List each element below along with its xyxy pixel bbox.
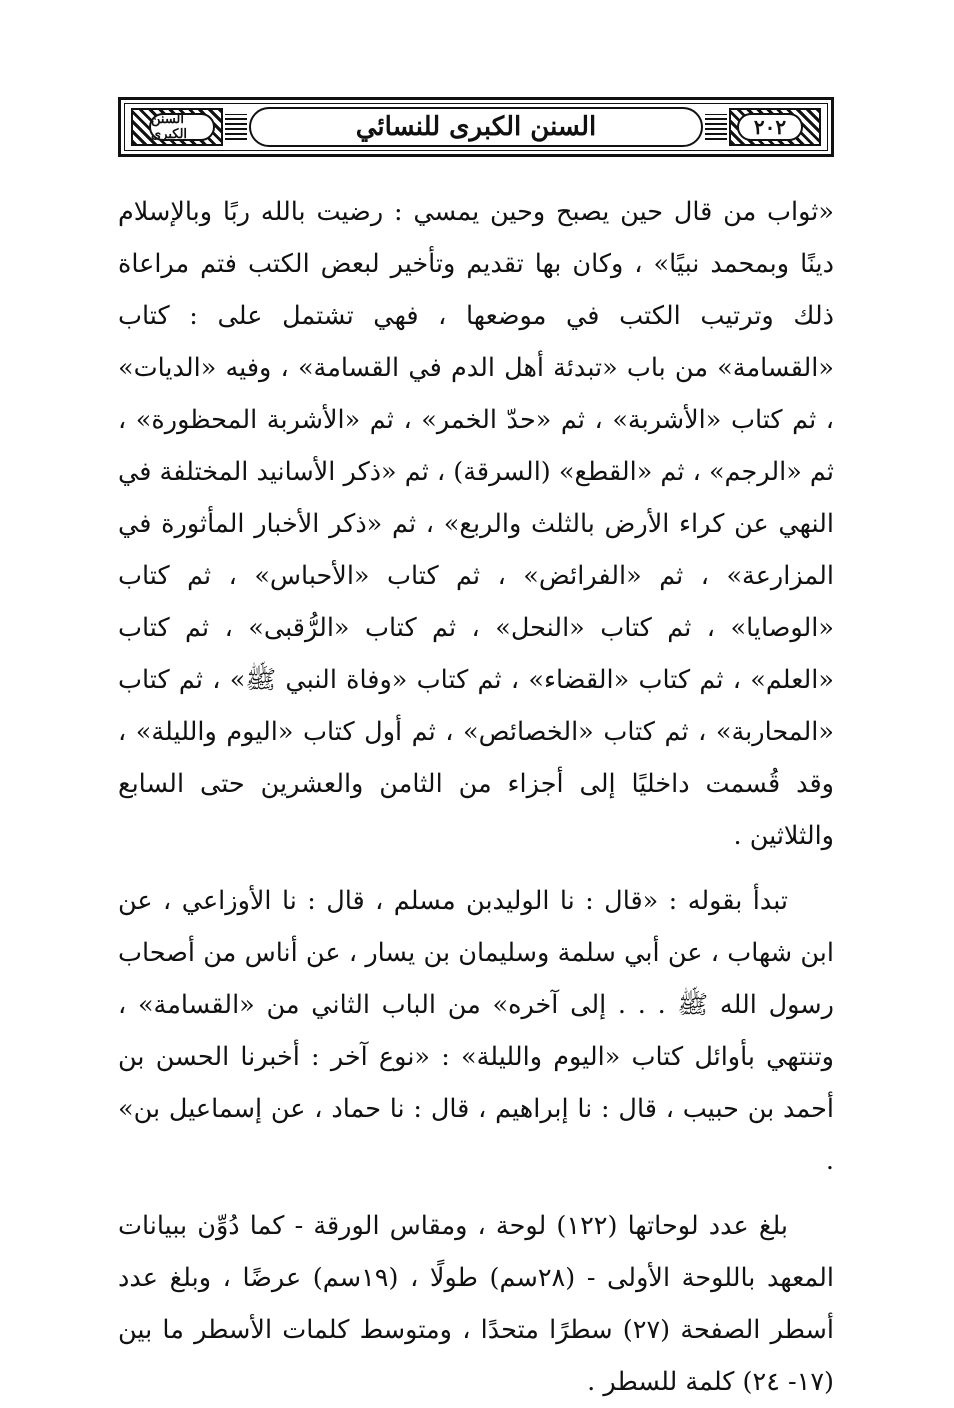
ornament-hatch-left: [225, 114, 247, 140]
page-number-ornament: [729, 108, 821, 146]
paragraph-1: «ثواب من قال حين يصبح وحين يمسي : رضيت بالله ربًا وبالإسلام دينًا وبمحمد نبيًا» ، وكان بها تقديم وتأخير لبعض الكتب فتم مراعاة ذلك وترتيب الكتب في موضعها ، فهي تشتمل على : كتاب «القسامة» من باب «تبدئة أهل الدم في القسامة» ، وفيه «الديات» ، ثم كتاب «الأشربة» ، ثم «حدّ الخمر» ، ثم «الأشربة المحظورة» ، ثم «الرجم» ، ثم «القطع» (السرقة) ، ثم «ذكر الأسانيد المختلفة في النهي عن كراء الأرض بالثلث والربع» ، ثم «ذكر الأخبار المأثورة في المزارعة» ، ثم «الفرائض» ، ثم كتاب «الأحباس» ، ثم كتاب «الوصايا» ، ثم كتاب «النحل» ، ثم كتاب «الرُّقبى» ، ثم كتاب «العلم» ، ثم كتاب «القضاء» ، ثم كتاب «وفاة النبي ﷺ» ، ثم كتاب «المحاربة» ، ثم كتاب «الخصائص» ، ثم أول كتاب «اليوم والليلة» ، وقد قُسمت داخليًا إلى أجزاء من الثامن والعشرين حتى السابع والثلاثين .: [118, 197, 835, 851]
page-header: [118, 97, 834, 157]
paragraph-3: بلغ عدد لوحاتها (١٢٢) لوحة ، ومقاس الورقة - كما دُوِّن ببيانات المعهد باللوحة الأولى - (٢٨سم) طولًا ، (١٩سم) عرضًا ، وبلغ عدد أسطر الصفحة (٢٧) سطرًا متحدًا ، ومتوسط كلمات الأسطر ما بين (١٧- ٢٤) كلمة للسطر .: [118, 1211, 834, 1397]
ornament-hatch-right: [705, 114, 727, 140]
paragraph-2: تبدأ بقوله : «قال : نا الوليدبن مسلم ، قال : نا الأوزاعي ، عن ابن شهاب ، عن أبي سلمة وسليمان بن يسار ، عن أناس من أصحاب رسول الله ﷺ . . . إلى آخره» من الباب الثاني من «القسامة» ، وتنتهي بأوائل كتاب «اليوم والليلة» : «نوع آخر : أخبرنا الحسن بن أحمد بن حبيب ، قال : نا إبراهيم ، قال : نا حماد ، عن إسماعيل بن» .: [118, 886, 834, 1176]
emblem-text: السنن الكبرى: [149, 113, 215, 141]
running-title: السنن الكبرى للنسائي: [249, 107, 703, 147]
page-number: ٢٠٢: [737, 113, 803, 141]
page-body: [118, 186, 834, 1408]
emblem-ornament: [131, 108, 223, 146]
